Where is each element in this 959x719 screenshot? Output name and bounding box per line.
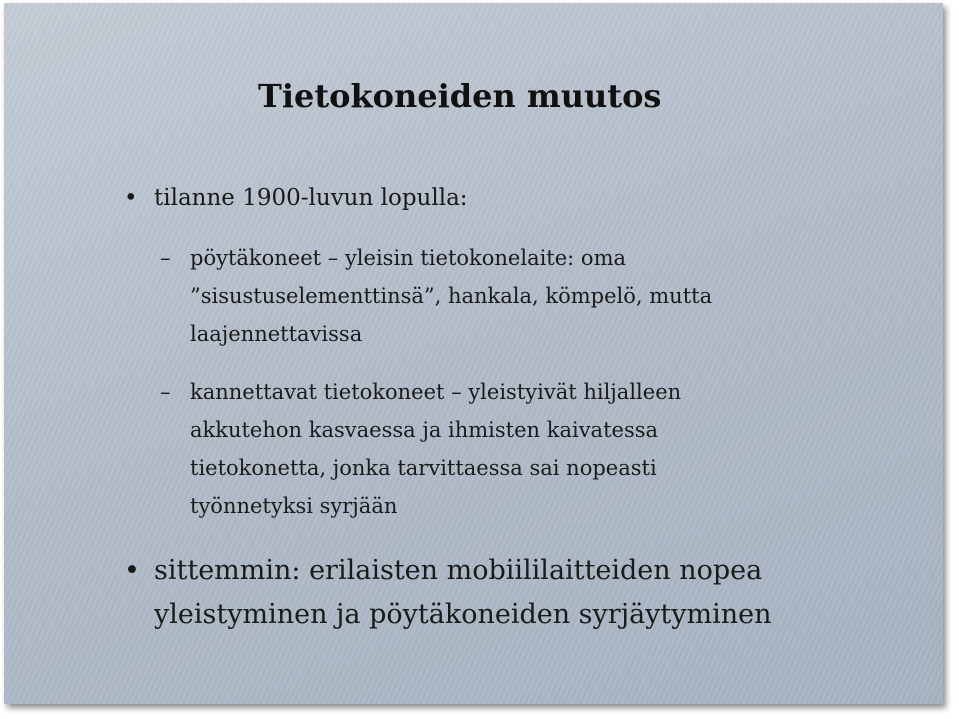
bullet-item-1	[124, 179, 468, 217]
bullet-item-2-line-2: yleistyminen ja pöytäkoneiden syrjäytyminen	[154, 599, 772, 630]
sub-item-laptops-line-2: akkutehon kasvaessa ja ihmisten kaivatessa	[190, 418, 659, 442]
bullet-icon: •	[124, 185, 138, 211]
sub-item-laptops-line-3: tietokonetta, jonka tarvittaessa sai nopeasti	[190, 456, 657, 480]
sub-item-desktops	[160, 239, 713, 353]
bullet-item-2-line-1: sittemmin: erilaisten mobiililaitteiden nopea	[154, 555, 763, 586]
sub-item-desktops-line-1: pöytäkoneet – yleisin tietokonelaite: oma	[190, 246, 626, 270]
dash-icon: –	[160, 246, 171, 270]
slide	[4, 3, 943, 704]
sub-item-laptops	[160, 373, 682, 525]
sub-item-laptops-line-1: kannettavat tietokoneet – yleistyivät hiljalleen	[190, 380, 682, 404]
sub-item-desktops-line-3: laajennettavissa	[190, 322, 363, 346]
bullet-item-2	[124, 549, 772, 637]
sub-item-desktops-line-2: ”sisustuselementtinsä”, hankala, kömpelö, mutta	[190, 284, 713, 308]
slide-title: Tietokoneiden muutos	[258, 77, 662, 115]
slide-content	[4, 3, 943, 704]
dash-icon: –	[160, 380, 171, 404]
bullet-icon: •	[124, 555, 140, 586]
bullet-item-1-text: tilanne 1900-luvun lopulla:	[154, 185, 468, 211]
sub-item-laptops-line-4: työnnetyksi syrjään	[190, 494, 398, 518]
